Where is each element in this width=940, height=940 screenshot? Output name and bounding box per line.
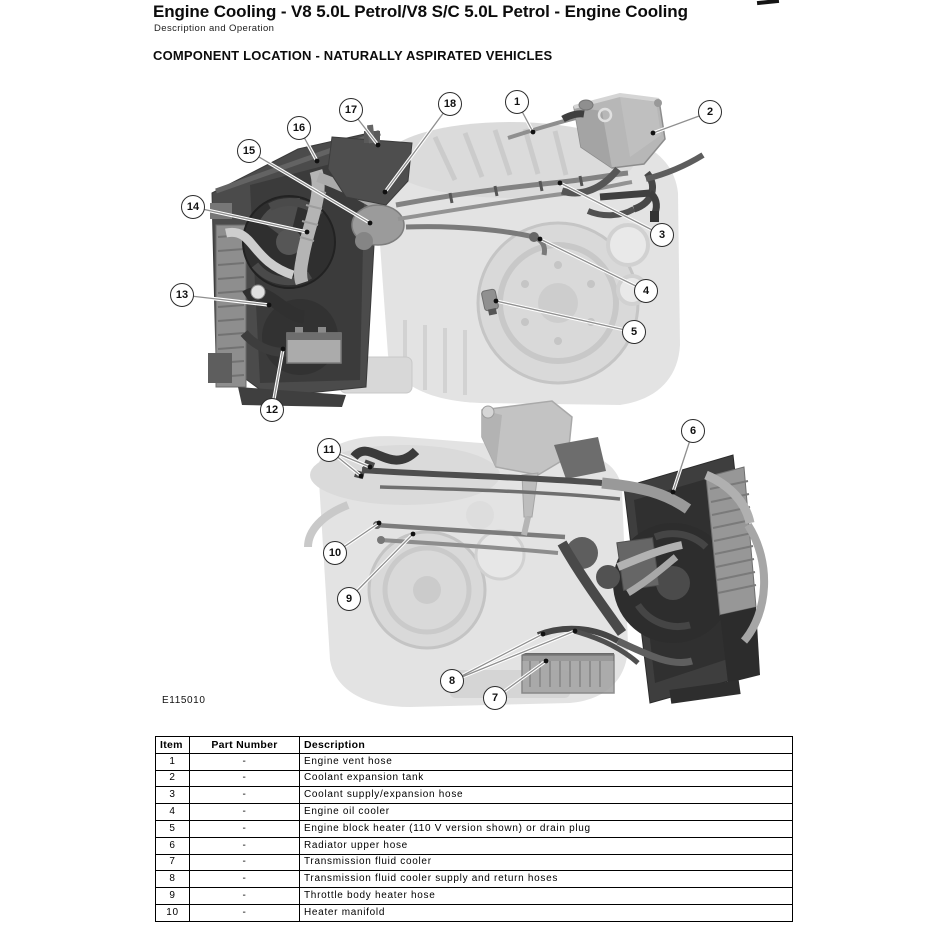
- callout-2: [698, 100, 722, 124]
- part-number-cell: -: [190, 837, 300, 854]
- callout-7-label: 7: [491, 692, 499, 704]
- item-cell: 8: [156, 871, 190, 888]
- description-cell: Engine vent hose: [300, 753, 793, 770]
- callout-13: [170, 283, 194, 307]
- item-cell: 10: [156, 904, 190, 921]
- table-row: [156, 753, 793, 770]
- page-corner-mark: [757, 0, 779, 5]
- item-cell: 6: [156, 837, 190, 854]
- part-number-cell: -: [190, 871, 300, 888]
- description-cell: Engine block heater (110 V version shown) or drain plug: [300, 820, 793, 837]
- callout-8-label: 8: [448, 675, 456, 687]
- table-row: [156, 904, 793, 921]
- callout-16-label: 16: [292, 122, 306, 134]
- callout-17: [339, 98, 363, 122]
- callout-6-label: 6: [689, 425, 697, 437]
- table-row: [156, 787, 793, 804]
- description-cell: Coolant expansion tank: [300, 770, 793, 787]
- section-heading: COMPONENT LOCATION - NATURALLY ASPIRATED VEHICLES: [153, 48, 553, 63]
- callout-14: [181, 195, 205, 219]
- item-cell: 1: [156, 753, 190, 770]
- description-cell: Transmission fluid cooler supply and return hoses: [300, 871, 793, 888]
- callout-3: [650, 223, 674, 247]
- callout-15-label: 15: [242, 145, 256, 157]
- table-row: [156, 820, 793, 837]
- callout-18-label: 18: [443, 98, 457, 110]
- callout-1-label: 1: [513, 96, 521, 108]
- part-number-cell: -: [190, 787, 300, 804]
- callout-13-label: 13: [175, 289, 189, 301]
- callout-2-label: 2: [706, 106, 714, 118]
- description-cell: Throttle body heater hose: [300, 888, 793, 905]
- column-header-description: Description: [300, 737, 793, 754]
- callout-12: [260, 398, 284, 422]
- figure-code: E115010: [162, 695, 206, 706]
- table-row: [156, 871, 793, 888]
- part-number-cell: -: [190, 804, 300, 821]
- description-cell: Transmission fluid cooler: [300, 854, 793, 871]
- callout-14-label: 14: [186, 201, 200, 213]
- part-number-cell: -: [190, 904, 300, 921]
- table-header-row: [156, 737, 793, 754]
- item-cell: 5: [156, 820, 190, 837]
- item-cell: 3: [156, 787, 190, 804]
- page-title: Engine Cooling - V8 5.0L Petrol/V8 S/C 5.0L Petrol - Engine Cooling: [153, 2, 688, 21]
- callout-6: [681, 419, 705, 443]
- callout-11: [317, 438, 341, 462]
- item-cell: 7: [156, 854, 190, 871]
- engine-diagram-art: [150, 85, 800, 721]
- table-row: [156, 837, 793, 854]
- callout-10: [323, 541, 347, 565]
- callout-3-label: 3: [658, 229, 666, 241]
- table-row: [156, 770, 793, 787]
- callout-5: [622, 320, 646, 344]
- part-number-cell: -: [190, 888, 300, 905]
- table-row: [156, 804, 793, 821]
- callout-9: [337, 587, 361, 611]
- item-cell: 9: [156, 888, 190, 905]
- table-row: [156, 888, 793, 905]
- callout-15: [237, 139, 261, 163]
- callout-5-label: 5: [630, 326, 638, 338]
- callout-12-label: 12: [265, 404, 279, 416]
- part-number-cell: -: [190, 753, 300, 770]
- description-cell: Engine oil cooler: [300, 804, 793, 821]
- column-header-part-number: Part Number: [190, 737, 300, 754]
- part-number-cell: -: [190, 854, 300, 871]
- callout-11-label: 11: [323, 444, 335, 456]
- callout-8: [440, 669, 464, 693]
- column-header-item: Item: [156, 737, 190, 754]
- part-number-cell: -: [190, 820, 300, 837]
- page-subtitle: Description and Operation: [154, 23, 275, 34]
- callout-16: [287, 116, 311, 140]
- callout-1: [505, 90, 529, 114]
- item-cell: 2: [156, 770, 190, 787]
- callout-7: [483, 686, 507, 710]
- callout-4-label: 4: [642, 285, 650, 297]
- description-cell: Heater manifold: [300, 904, 793, 921]
- part-number-cell: -: [190, 770, 300, 787]
- description-cell: Coolant supply/expansion hose: [300, 787, 793, 804]
- table-row: [156, 854, 793, 871]
- item-cell: 4: [156, 804, 190, 821]
- component-location-figure: [150, 85, 800, 721]
- callout-17-label: 17: [344, 104, 358, 116]
- callout-9-label: 9: [345, 593, 353, 605]
- description-cell: Radiator upper hose: [300, 837, 793, 854]
- component-parts-table: [155, 736, 793, 922]
- callout-10-label: 10: [328, 547, 342, 559]
- callout-18: [438, 92, 462, 116]
- callout-4: [634, 279, 658, 303]
